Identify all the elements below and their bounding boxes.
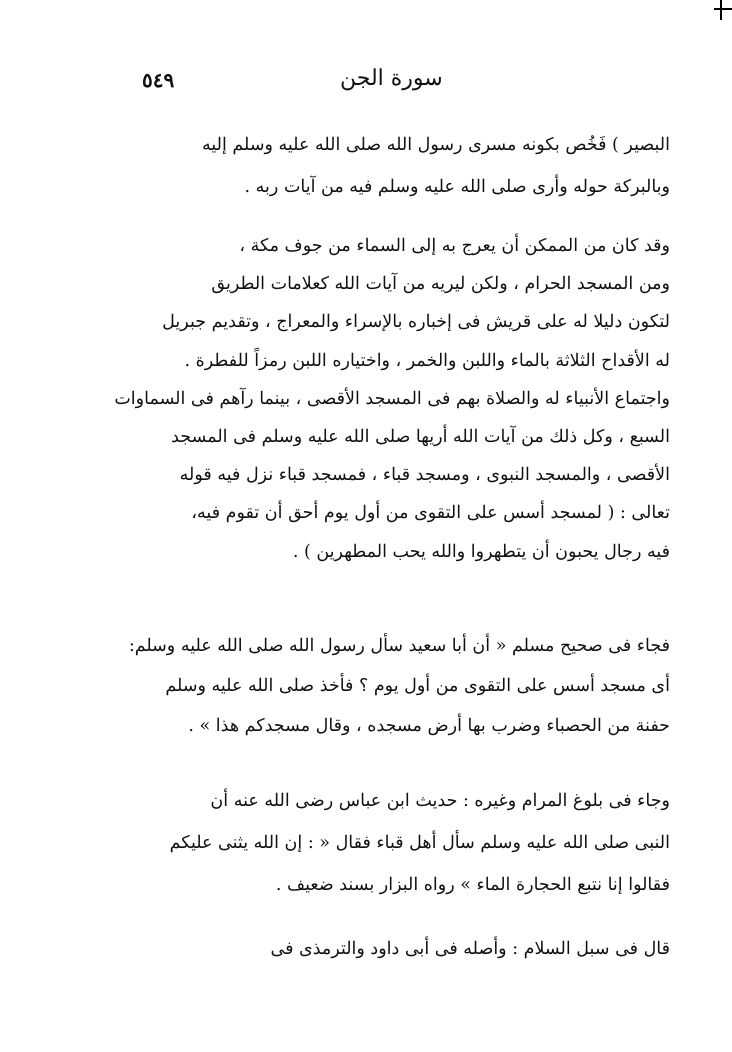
text-line: ومن المسجد الحرام ، ولكن ليريه من آيات الله كعلامات الطريق [211,274,670,295]
page-edge-mark-top [714,8,732,10]
text-line: أى مسجد أسس على التقوى من أول يوم ؟ فأخذ صلى الله عليه وسلم [165,676,670,696]
paragraph-4 [64,780,670,906]
text-line: فيه رجال يحبون أن يتطهروا والله يحب المطهرين ) . [292,541,670,562]
page-edge-mark [720,0,722,20]
text-line: فجاء فى صحيح مسلم « أن أبا سعيد سأل رسول الله صلى الله عليه وسلم: [128,636,670,656]
text-line: لتكون دليلا له على قريش فى إخباره بالإسراء والمعراج ، وتقديم جبريل [162,312,670,333]
text-line: واجتماع الأنبياء له والصلاة بهم فى المسجد الأقصى ، بينما رآهم فى السماوات [114,388,670,409]
text-line: حفنة من الحصباء وضرب بها أرض مسجده ، وقال مسجدكم هذا » . [188,716,670,736]
surah-title: سورة الجن [340,66,443,91]
paragraph-2 [64,227,670,571]
text-line: قال فى سبل السلام : وأصله فى أبى داود والترمذى فى [270,939,670,959]
text-line: وجاء فى بلوغ المرام وغيره : حديث ابن عباس رضى الله عنه أن [210,791,670,811]
text-line: وبالبركة حوله وأرى صلى الله عليه وسلم فيه من آيات ربه . [244,177,670,197]
text-line: له الأقداح الثلاثة بالماء واللبن والخمر ، واختياره اللبن رمزاً للفطرة . [184,350,670,371]
text-line: وقد كان من الممكن أن يعرج به إلى السماء من جوف مكة ، [239,236,670,256]
text-line: تعالى : ( لمسجد أسس على التقوى من أول يوم أحق أن تقوم فيه، [191,503,670,524]
text-line: البصير ) فَخُص بكونه مسرى رسول الله صلى الله عليه وسلم إليه [201,135,670,155]
paragraph-1 [64,124,670,208]
paragraph-3 [64,626,670,746]
page-header [130,66,650,100]
page-number: ٥٤٩ [142,68,175,92]
paragraph-5 [64,930,670,968]
text-line: السبع ، وكل ذلك من آيات الله أريها صلى الله عليه وسلم فى المسجد [171,426,670,447]
text-line: النبى صلى الله عليه وسلم سأل أهل قباء فقال « : إن الله يثنى عليكم [169,833,670,853]
text-line: الأقصى ، والمسجد النبوى ، ومسجد قباء ، فمسجد قباء نزل فيه قوله [179,465,670,486]
text-line: فقالوا إنا نتبع الحجارة الماء » رواه البزار بسند ضعيف . [275,875,670,895]
